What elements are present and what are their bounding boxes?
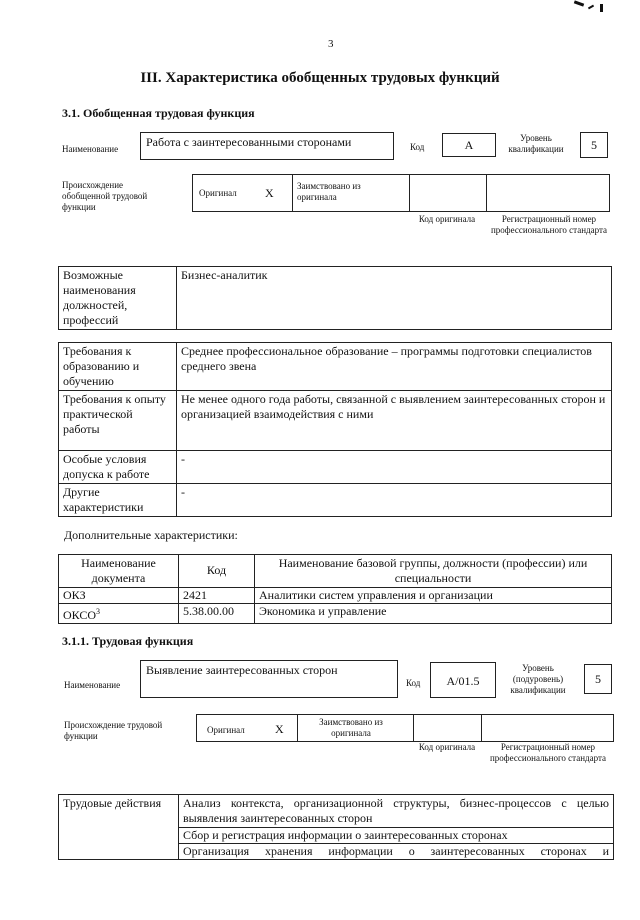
- subsection-heading: 3.1.1. Трудовая функция: [62, 634, 194, 648]
- level-field: [580, 132, 608, 158]
- action-item: Сбор и регистрация информации о заинтересованных сторонах: [179, 828, 614, 844]
- row-doc: ОКЗ: [59, 588, 179, 604]
- name-value: Выявление заинтересованных сторон: [146, 663, 338, 677]
- code-field: [430, 662, 496, 698]
- requirements-table: [58, 342, 612, 517]
- req-value: -: [177, 484, 612, 517]
- origin-label: Происхождение трудовой функции: [64, 720, 163, 741]
- code-label: Код: [406, 678, 421, 688]
- level-value: 5: [591, 138, 597, 152]
- name-field: [140, 132, 394, 160]
- scan-mark: [588, 5, 594, 10]
- code-caption: Код оригинала: [418, 214, 476, 224]
- borrowed-label: Заимствовано из оригинала: [297, 181, 361, 202]
- scan-mark: [600, 4, 603, 12]
- req-value: Не менее одного года работы, связанной с выявлением заинтересованных сторон и организацией взаимодействия с ними: [177, 391, 612, 451]
- additional-heading: Дополнительные характеристики:: [64, 528, 238, 542]
- row-name: Аналитики систем управления и организации: [255, 588, 612, 604]
- level-label: Уровень (подуровень) квалификации: [510, 663, 566, 695]
- positions-value: Бизнес-аналитик: [177, 267, 612, 330]
- original-label: Оригинал: [199, 188, 237, 198]
- name-field: [140, 660, 398, 698]
- level-value: 5: [595, 672, 601, 686]
- positions-label: Возможные наименования должностей, профессий: [59, 267, 177, 330]
- name-value: Работа с заинтересованными сторонами: [146, 135, 352, 149]
- origin-label: Происхождение обобщенной трудовой функции: [62, 180, 148, 212]
- req-label: Требования к образованию и обучению: [59, 343, 177, 391]
- borrowed-label: Заимствовано из оригинала: [319, 717, 383, 738]
- additional-table: [58, 554, 612, 624]
- name-label: Наименование: [64, 680, 121, 690]
- req-label: Особые условия допуска к работе: [59, 451, 177, 484]
- code-label: Код: [410, 142, 425, 152]
- req-label: Другие характеристики: [59, 484, 177, 517]
- col-name: Наименование базовой группы, должности (профессии) или специальности: [255, 555, 612, 588]
- row-code: 2421: [179, 588, 255, 604]
- positions-table: [58, 266, 612, 330]
- row-code: 5.38.00.00: [179, 604, 255, 624]
- origin-table: [192, 174, 610, 212]
- row-name: Экономика и управление: [255, 604, 612, 624]
- original-label: Оригинал: [207, 725, 245, 735]
- action-item: Анализ контекста, организационной структуры, бизнес-процессов с целью выявления заинтересованных сторон: [179, 795, 614, 828]
- code-value: А: [464, 138, 474, 152]
- row-doc: ОКСО$^3$: [59, 604, 179, 624]
- page-number: 3: [328, 38, 334, 50]
- col-code: Код: [179, 555, 255, 588]
- page-title: III. Характеристика обобщенных трудовых функций: [140, 70, 500, 86]
- code-caption: Код оригинала: [418, 742, 476, 752]
- original-mark: Х: [275, 722, 284, 736]
- reg-caption: Регистрационный номер профессионального стандарта: [490, 214, 608, 235]
- req-value: Среднее профессиональное образование – программы подготовки специалистов среднего звена: [177, 343, 612, 391]
- req-value: -: [177, 451, 612, 484]
- level-field: [584, 664, 612, 694]
- section-heading: 3.1. Обобщенная трудовая функция: [62, 106, 255, 120]
- actions-table: [58, 794, 614, 860]
- reg-caption: Регистрационный номер профессионального стандарта: [489, 742, 607, 763]
- original-mark: Х: [265, 186, 274, 200]
- req-label: Требования к опыту практической работы: [59, 391, 177, 451]
- action-item: Организация хранения информации о заинтересованных сторонах и: [179, 844, 614, 860]
- scan-mark: [574, 0, 584, 6]
- level-label: Уровень квалификации: [508, 133, 564, 154]
- code-value: А/01.5: [446, 674, 480, 688]
- col-doc: Наименование документа: [59, 555, 179, 588]
- actions-label: Трудовые действия: [59, 795, 179, 860]
- code-field: [442, 133, 496, 157]
- origin-table: [196, 714, 614, 742]
- name-label: Наименование: [62, 144, 119, 154]
